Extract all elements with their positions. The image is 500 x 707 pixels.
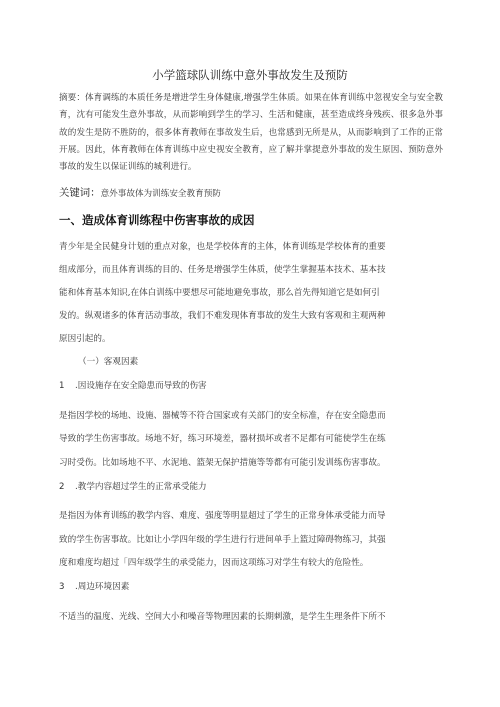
abstract-paragraph: 摘要：体育调练的本质任务是增进学生身体健康,增强学生体质。如果在体育训练中忽视安全与安全教育，沈有可能发生意外事故，从而影响到学生的学习、生活和健康，甚至造成终身残疾、很多急外事故的发生是防不胜防的，很多体育教师在事故发生后，也常感到无所是从，从而影响到了工作的正常开展。因此，体育教师在体育训练中应史视安全教育，应了解并掌提意外事故的发生原因、预防意外事故的发生以保证训练的城利进行。 (59, 93, 443, 173)
keywords-value: 意外事故体为训练安全教育预防 (100, 189, 221, 199)
item-title: .教学内容超过学生的正常承受能力 (75, 482, 207, 492)
paragraph-line: 不适当的温度、光线、空间大小和噪音等物理因素的长期刺激，是学生生理条件下所不 (59, 612, 386, 622)
item-title: .周边环境因素 (75, 582, 130, 592)
paragraph-line: 发的。纵观诸多的体育活动事故，我们不难发现体育事故的发生大致有客观和主观两种 (59, 311, 386, 321)
paragraph-line: 导致的学生伤害事故。场地不好，练习环境差，器材损坏或者不足都有可能使学生在练 (59, 434, 386, 444)
paragraph-line: 致的学生伤害事故。比如让小学四年级的学生进行行进间单手上篮过障碍物练习，其强 (59, 535, 386, 545)
paragraph-line: 组成部分，而且体育训练的目的、任务是增强学生体质，使学生掌握基本技术、基本技 (59, 265, 386, 275)
paragraph-line: 青少年是全民健身计划的重点对象，也是学校体育的主体，体育训练是学校体育的重要 (59, 242, 386, 252)
paragraph-line: 能和体育基本知识,在体白训练中要想尽可能地避免事故，那么首先得知道它是如何引 (59, 288, 380, 298)
item-title: .因设施存在安全隐患而导致的伤害 (75, 381, 207, 391)
item-heading (59, 380, 207, 392)
item-number: 2 (59, 482, 65, 492)
item-heading (59, 581, 129, 593)
section-heading: 一、造成体育训练程中伤害事故的成因 (59, 213, 255, 227)
keywords-label: 关键词： (59, 187, 101, 199)
paragraph-line: 是指因学校的场地、设施、器械等不符合国家或有关部门的安全标准，存在安全隐患而 (59, 411, 386, 421)
item-number: 1 (59, 381, 65, 391)
paragraph-line: 习时受伤。比如场地不平、水泥地、篮架无保护措施等等都有可能引发训练伤害事故。 (59, 458, 386, 468)
item-number: 3 (59, 582, 65, 592)
paragraph-line: 是指因为体育训练的教学内容、难度、强度等明显超过了学生的正常身体承受能力而导 (59, 511, 386, 521)
document-title: 小学篮球队训练中意外事故发生及预防 (152, 68, 348, 82)
paragraph-line: 度和难度均超过「四年级学生的承受能力，因而这项练习对学生有较大的危险性。 (59, 558, 369, 568)
paragraph-line: 原因引起的。 (59, 334, 111, 344)
subsection-heading: （一）客观因素 (78, 357, 139, 367)
keywords-line (59, 184, 443, 201)
item-heading (59, 481, 207, 493)
